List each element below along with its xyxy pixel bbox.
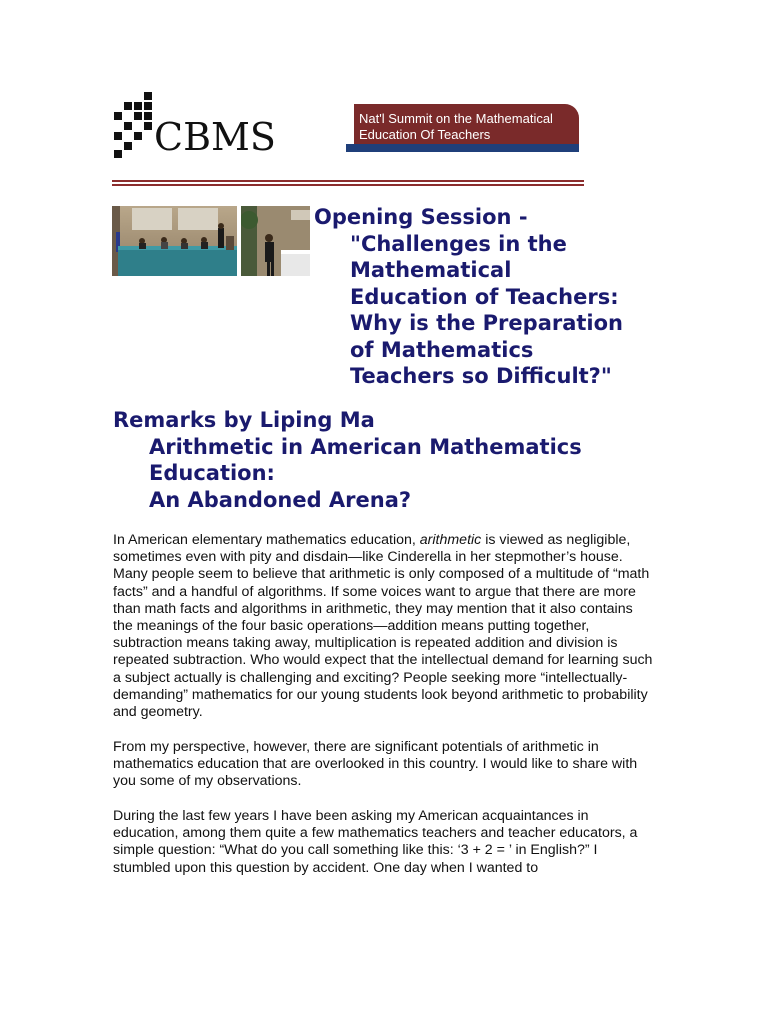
logo-text: CBMS [154, 115, 276, 159]
session-title [314, 204, 664, 390]
article-body [113, 532, 653, 894]
cbms-logo [110, 92, 280, 162]
session-title-line: Teachers so Difficult?" [350, 364, 612, 388]
banner-edge [346, 104, 354, 144]
banner-text [359, 111, 553, 143]
remarks-title-line: Education: [149, 461, 275, 485]
cbms-grid-icon [110, 92, 154, 162]
session-title-line: Mathematical [350, 258, 512, 282]
session-title-line: Why is the Preparation [350, 311, 623, 335]
emphasis-arithmetic: arithmetic [419, 532, 482, 548]
speaker-photo [241, 206, 310, 276]
remarks-heading [113, 407, 673, 513]
remarks-author: Remarks by Liping Ma [113, 408, 375, 432]
summit-banner [346, 104, 579, 152]
remarks-title-line: Arithmetic in American Mathematics [149, 434, 582, 459]
session-title-line: Opening Session - [314, 205, 528, 229]
banner-stripe [346, 144, 579, 152]
banner-line-2: Education Of Teachers [359, 127, 491, 142]
session-title-line: of Mathematics [350, 337, 534, 362]
header-divider [112, 180, 584, 186]
paragraph-2: From my perspective, however, there are significant potentials of arithmetic in mathematics education that are overlooked in this country. I would like to share with you some of my observations. [113, 738, 638, 790]
banner-line-1: Nat'l Summit on the Mathematical [359, 111, 553, 126]
panel-photo [112, 206, 237, 276]
remarks-subtitle: An Abandoned Arena? [149, 487, 412, 512]
session-title-line: Education of Teachers: [350, 284, 619, 309]
session-title-line: "Challenges in the [350, 231, 567, 256]
paragraph-1: In American elementary mathematics education, arithmetic is viewed as negligible, sometimes even with pity and disdain—like Cinderella in her stepmother’s house. Many people seem to believe that arithmetic is only composed of a multitude of “math facts” and a handful of algorithms. If some voices want to argue that there are more than math facts and algorithms in arithmetic, they may mention that it also contains the meanings of the four basic operations—addition means putting together, subtraction means taking away, multiplication is repeated addition and division is repeated subtraction. Who would expect that the intellectual demand for learning such a subject actually is challenging and exciting? People seeking more “intellectually-demanding” mathematics for our young students look beyond arithmetic to probability and geometry. [113, 532, 653, 721]
paragraph-3: During the last few years I have been asking my American acquaintances in education, among them quite a few mathematics teachers and teacher educators, a simple question: “What do you call something like this: ‘3 + 2 = ’ in English?” I stumbled upon this question by accident. One day when I wanted to [113, 808, 638, 876]
